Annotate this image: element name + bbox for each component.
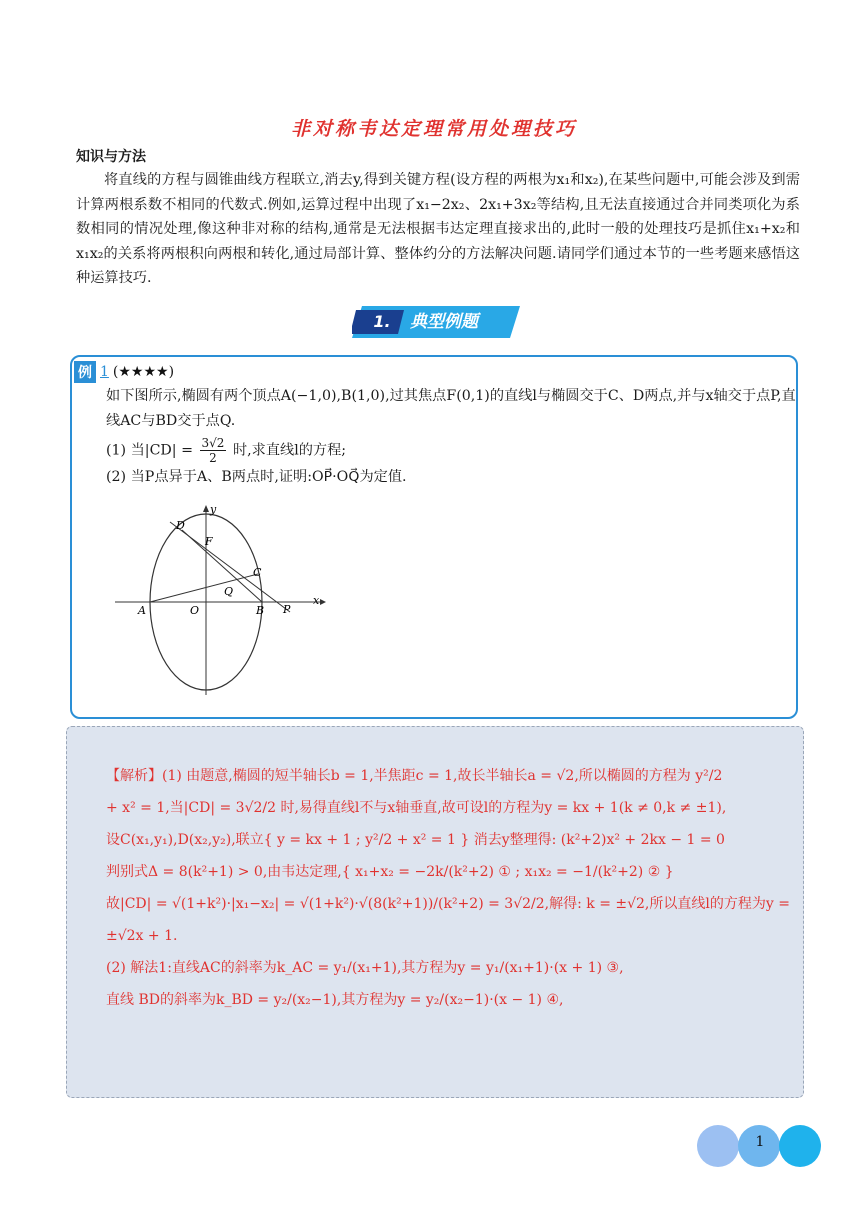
- label-Q: Q: [224, 585, 234, 598]
- question-2: (2) 当P点异于A、B两点时,证明:OP⃗·OQ⃗为定值.: [106, 469, 407, 485]
- problem-text: [106, 384, 796, 490]
- page-number: 1: [755, 1134, 765, 1150]
- intro-paragraph: 将直线的方程与圆锥曲线方程联立,消去y,得到关键方程(设方程的两根为x₁和x₂),在某些问题中,可能会涉及到需计算两根系数不相同的代数式.例如,运算过程中出现了x₁−2x₂、2x₁+3x₂等结构,且无法直接通过合并同类项化为系数相同的情况处理,像这种非对称的结构,通常是无法根据韦达定理直接求出的,此时一般的处理技巧是抓住x₁+x₂和x₁x₂的关系将两根积向两根和转化,通过局部计算、整体约分的方法解决问题.请同学们通过本节的一些考题来感悟这种运算技巧.: [76, 172, 800, 286]
- label-P: P: [283, 603, 291, 616]
- section-heading: 知识与方法: [76, 149, 146, 165]
- problem-statement: 如下图所示,椭圆有两个顶点A(−1,0),B(1,0),过其焦点F(0,1)的直线l与椭圆交于C、D两点,并与x轴交于点P,直线AC与BD交于点Q.: [106, 388, 796, 429]
- fraction: [200, 436, 227, 465]
- solution-line-7: (2) 解法1:直线AC的斜率为k_AC = y₁/(x₁+1),其方程为y = y₁/(x₁+1)·(x + 1) ③,: [106, 960, 624, 976]
- label-B: B: [256, 604, 265, 617]
- solution-line-6: ±√2x + 1.: [106, 928, 178, 944]
- banner-number: 1.: [373, 312, 391, 331]
- fraction-denominator: 2: [209, 451, 217, 465]
- example-tag: [74, 361, 174, 383]
- example-label: 例: [74, 361, 96, 383]
- label-x: x: [313, 594, 320, 607]
- y-axis-arrow: [203, 505, 209, 512]
- question-1-pre: (1) 当|CD| =: [106, 442, 193, 459]
- solution-line-3: 设C(x₁,y₁),D(x₂,y₂),联立{ y = kx + 1 ; y²/2 + x² = 1 } 消去y整理得: (k²+2)x² + 2kx − 1 = 0: [106, 832, 725, 848]
- ellipse-diagram: [110, 500, 335, 700]
- banner-label: 典型例题: [410, 312, 478, 332]
- solution-line-4: 判别式Δ = 8(k²+1) > 0,由韦达定理,{ x₁+x₂ = −2k/(k²+2) ① ; x₁x₂ = −1/(k²+2) ② }: [106, 864, 674, 880]
- banner-text: [360, 309, 510, 335]
- label-D: D: [176, 519, 185, 532]
- x-axis-arrow: [320, 599, 326, 605]
- label-C: C: [253, 566, 262, 579]
- page-title: 非对称韦达定理常用处理技巧: [290, 118, 577, 140]
- label-A: A: [138, 604, 146, 617]
- line-BD: [182, 530, 262, 602]
- label-O: O: [190, 604, 200, 617]
- label-F: F: [205, 535, 213, 548]
- solution-line-2: + x² = 1,当|CD| = 3√2/2 时,易得直线l不与x轴垂直,故可设l的方程为y = kx + 1(k ≠ 0,k ≠ ±1),: [106, 800, 727, 816]
- solution-text: [106, 760, 796, 1016]
- fraction-numerator: 3√2: [201, 436, 225, 450]
- question-1: [106, 436, 796, 465]
- solution-line-8: 直线 BD的斜率为k_BD = y₂/(x₂−1),其方程为y = y₂/(x₂−1)·(x − 1) ④,: [106, 992, 564, 1008]
- label-y: y: [210, 503, 217, 516]
- difficulty-stars: (★★★★): [112, 364, 175, 380]
- solution-line-1: 【解析】(1) 由题意,椭圆的短半轴长b = 1,半焦距c = 1,故长半轴长a = √2,所以椭圆的方程为 y²/2: [106, 768, 723, 784]
- example-number-link[interactable]: 1: [100, 364, 109, 380]
- line-AC: [150, 574, 258, 602]
- solution-line-5: 故|CD| = √(1+k²)·|x₁−x₂| = √(1+k²)·√(8(k²+1))/(k²+2) = 3√2/2,解得: k = ±√2,所以直线l的方程为y =: [106, 896, 790, 912]
- question-1-post: 时,求直线l的方程;: [232, 442, 347, 459]
